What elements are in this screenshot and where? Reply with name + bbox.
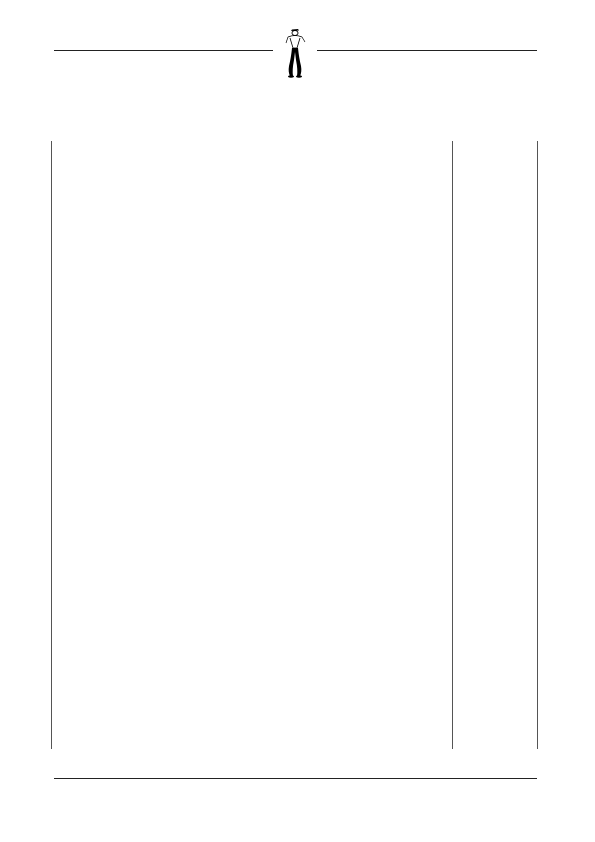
index-table: [51, 141, 538, 749]
header-rule-right: [317, 50, 537, 51]
header-rule-left: [54, 50, 273, 51]
table-right-border: [537, 141, 538, 749]
footer-rule: [54, 778, 537, 779]
table-column-divider: [452, 141, 453, 749]
tailor-mannequin-icon: [278, 28, 314, 80]
table-left-border: [51, 141, 52, 749]
